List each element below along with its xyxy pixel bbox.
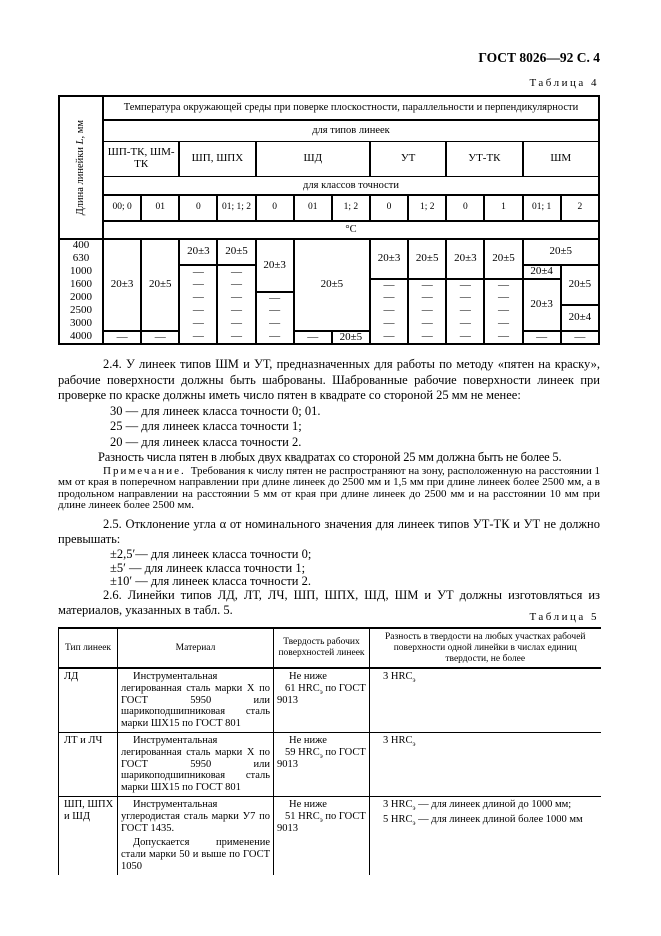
hardness-value [277,683,366,707]
hardness-number: 61 HRC [285,682,320,694]
material-text: Инструментальная углеродистая сталь марки У7 по ГОСТ 1435. [121,798,270,834]
t4-cell-dash: — [256,331,294,345]
t4-cell-dash: — [217,305,255,318]
list-item: 20 — для линеек класса точности 2. [110,434,302,449]
note-label: Примечание. [103,465,186,477]
t4-cell-dash: — [179,318,217,331]
diff-value [373,735,598,747]
t4-length-1000: 1000 [59,265,103,279]
t4-length-label-symbol: L [75,138,87,145]
hardness-standard: по ГОСТ 9013 [277,810,366,834]
diff-value [373,814,598,826]
t4-cell-dash: — [256,305,294,318]
hrc-subscript: э [412,676,416,685]
diff-number: 3 HRC [383,798,413,810]
t4-length-3000: 3000 [59,318,103,331]
t4-class-cell: 01 [141,195,179,221]
table4-caption: Таблица 4 [529,77,599,89]
t4-cell-dash: — [217,318,255,331]
t4-cell-dash: — [446,305,484,318]
t4-class-cell: 0 [179,195,217,221]
t4-cell-shm-2-low: 20±4 [561,305,599,331]
running-head: ГОСТ 8026—92 С. 4 [478,50,600,65]
t4-cell-shp-0: 20±3 [179,239,217,265]
diff-value [373,799,598,811]
t4-length-axis-label-text [75,120,86,215]
list-item: ±10′ — для линеек класса точности 2. [110,574,311,588]
section-2-4 [58,357,600,466]
t5-header-material: Материал [118,628,274,668]
t4-class-cell: 01 [294,195,332,221]
t4-cell-shp-01-1-2: 20±5 [217,239,255,265]
t4-cell-dash: — [561,331,599,345]
t4-temp-header: Температура окружающей среды при поверке плоскостности, параллельности и перпендикулярности [103,96,599,120]
t4-class-cell: 0 [256,195,294,221]
t4-length-400: 400 [59,239,103,252]
t4-class-cell: 2 [561,195,599,221]
section-2-5 [58,517,600,589]
table-4 [58,95,600,345]
note-paragraph [58,466,600,512]
t4-cell-shd-0: 20±3 [256,239,294,292]
t5-diff-ld [370,668,601,732]
note-body: Требования к числу пятен не распространяют на зону, расположенную на расстоянии 1 мм от края в поперечном направлении при длине линеек до 2500 мм и 1,5 мм при длине линеек более 2500 мм, а в продольном направлении на расстоянии 5 мм от края при длине линеек до 2500 мм и на расстоянии 10 мм при длине линеек более 2500 мм. [58,465,600,512]
hrc-subscript: э [412,740,416,749]
hrc-subscript: э [412,818,416,827]
t4-cell-dash: — [446,318,484,331]
t4-cell-dash: — [179,279,217,292]
t4-cell-ut-tk-0: 20±3 [446,239,484,279]
list-item: 25 — для линеек класса точности 1; [110,419,302,433]
t4-cell-dash: — [179,292,217,305]
table5-caption: Таблица 5 [529,611,599,623]
t4-type-ut: УТ [370,141,446,176]
hrc-subscript: э [319,751,323,760]
t4-cell-shm-2-mid: 20±5 [561,265,599,305]
t4-cell-shp-tk-00-0: 20±3 [103,239,141,331]
t4-cell-dash: — [217,279,255,292]
t4-cell-dash: — [217,292,255,305]
t4-class-cell: 00; 0 [103,195,141,221]
diff-number: 3 HRC [383,734,413,746]
material-text: Инструментальная легированная сталь марки Х по ГОСТ 5950 или шарикоподшипниковая сталь марки ШХ15 по ГОСТ 801 [121,671,270,730]
t5-diff-lt-lch [370,732,601,796]
paragraph-spots-diff: Разность числа пятен в любых двух квадратах со стороной 25 мм должна быть не более 5. [98,450,562,464]
paragraph-2-4: 2.4. У линеек типов ШМ и УТ, предназначенных для работы по методу «пятен на краску», рабочие поверхности должны быть шаброваны. Шаброванные рабочие поверхности линеек при проверке по краске должны иметь число пятен в квадрате со стороной 25 мм не менее: [58,357,600,402]
hardness-standard: по ГОСТ 9013 [277,682,366,706]
t4-cell-dash: — [370,318,408,331]
t4-length-1600: 1600 [59,279,103,292]
hardness-number: 59 HRC [285,746,320,758]
t4-class-cell: 0 [446,195,484,221]
list-item: 30 — для линеек класса точности 0; 01. [110,403,321,418]
hrc-subscript: э [319,687,323,696]
t4-type-shp-shph: ШП, ШПХ [179,141,255,176]
t4-cell-dash: — [446,292,484,305]
t4-cell-dash: — [484,318,522,331]
t4-class-cell: 01; 1 [523,195,561,221]
t5-hardness-shp-shph-shd [274,796,370,874]
t4-cell-dash: — [179,331,217,345]
t4-cell-shm-011-1000: 20±4 [523,265,561,279]
list-item: ±5′ — для линеек класса точности 1; [110,560,306,575]
t4-cell-dash: — [141,331,179,345]
t4-cell-dash: — [179,265,217,279]
t4-cell-shd-01-12: 20±5 [294,239,370,331]
t4-type-shm: ШМ [523,141,599,176]
t4-class-cell: 1; 2 [332,195,370,221]
hardness-value [277,811,366,835]
t4-cell-dash: — [408,279,446,292]
hardness-number: 51 HRC [285,810,320,822]
t4-length-2000: 2000 [59,292,103,305]
list-item: ±2,5′— для линеек класса точности 0; [110,547,312,561]
hardness-intro: Не ниже [289,798,327,810]
t4-cell-shm-011-mid: 20±3 [523,279,561,331]
t4-length-4000: 4000 [59,331,103,345]
t4-cell-dash: — [408,292,446,305]
diff-condition: — для линеек длиной более 1000 мм [415,813,583,825]
t4-class-cell: 01; 1; 2 [217,195,255,221]
t4-cell-dash: — [484,305,522,318]
t4-cell-dash: — [217,331,255,345]
t4-cell-shp-tk-01: 20±5 [141,239,179,331]
t4-cell-dash: — [179,305,217,318]
t4-cell-dash: — [408,331,446,345]
t4-length-label-pre: Длина линейки [75,144,87,216]
angle-list [58,548,600,589]
t4-cell-dash: — [103,331,141,345]
hrc-subscript: э [319,815,323,824]
t4-cell-dash: — [484,279,522,292]
t4-length-2500: 2500 [59,305,103,318]
diff-value [373,671,598,683]
t4-cell-ut-tk-1: 20±5 [484,239,522,279]
t4-cell-ut-12: 20±5 [408,239,446,279]
t4-for-classes-header: для классов точности [103,176,599,195]
t5-material-shp-shph-shd [118,796,274,874]
t5-material-lt-lch [118,732,274,796]
t5-hardness-ld [274,668,370,732]
t4-type-ut-tk: УТ-ТК [446,141,522,176]
spots-list [58,404,600,451]
t4-cell-dash: — [370,292,408,305]
table-5 [58,627,601,875]
t4-class-cell: 1; 2 [408,195,446,221]
t4-cell-dash: — [217,265,255,279]
hardness-value [277,747,366,771]
t4-unit-row: °С [103,221,599,239]
t4-cell-dash: — [446,279,484,292]
material-text-2: Допускается применение стали марки 50 и выше по ГОСТ 1050 [121,837,270,872]
t4-type-shd: ШД [256,141,370,176]
t4-length-630: 630 [59,252,103,265]
t4-cell-dash: — [484,331,522,345]
t4-cell-dash: — [484,292,522,305]
t5-material-ld [118,668,274,732]
t5-header-type: Тип линеек [59,628,118,668]
t4-cell-dash: — [408,318,446,331]
t4-cell-shm-top: 20±5 [523,239,599,265]
t4-cell-dash: — [408,305,446,318]
hardness-intro: Не ниже [289,734,327,746]
t4-for-types-header: для типов линеек [103,120,599,141]
t4-length-axis-label [59,96,103,239]
t5-header-diff: Разность в твердости на любых участках рабочей поверхности одной линейки в числах единиц твердости, не более [370,628,601,668]
diff-number: 3 HRC [383,671,413,682]
material-text: Инструментальная легированная сталь марки Х по ГОСТ 5950 или шарикоподшипниковая сталь марки ШХ15 по ГОСТ 801 [121,734,270,794]
t4-cell-dash: — [523,331,561,345]
t4-type-shp-tk: ШП-ТК, ШМ-ТК [103,141,179,176]
paragraph-2-5: 2.5. Отклонение угла α от номинального значения для линеек типов УТ-ТК и УТ не должно превышать: [58,517,600,546]
t4-cell-ut-0: 20±3 [370,239,408,279]
t4-class-cell: 0 [370,195,408,221]
diff-number: 5 HRC [383,813,413,825]
t4-cell-dash: — [370,331,408,345]
t4-length-label-post: , мм [75,119,87,139]
t5-type-shp-shph-shd: ШП, ШПХ и ШД [59,796,118,874]
t4-cell-shd-12-4000: 20±5 [332,331,370,345]
diff-condition: — для линеек длиной до 1000 мм; [415,798,572,810]
section-2-6 [58,588,600,618]
t4-cell-dash: — [370,305,408,318]
t5-header-hardness: Твердость рабочих поверхностей линеек [274,628,370,668]
t4-cell-dash: — [256,318,294,331]
t4-class-cell: 1 [484,195,522,221]
hardness-standard: по ГОСТ 9013 [277,746,366,770]
t4-cell-dash: — [370,279,408,292]
t5-type-ld: ЛД [59,668,118,732]
paragraph-2-6: 2.6. Линейки типов ЛД, ЛТ, ЛЧ, ШП, ШПХ, ШД, ШМ и УТ должны изготовляться из материалов, указанных в табл. 5. [58,588,600,617]
t5-type-lt-lch: ЛТ и ЛЧ [59,732,118,796]
t4-cell-dash: — [446,331,484,345]
t5-hardness-lt-lch [274,732,370,796]
hrc-subscript: э [412,804,416,813]
t4-cell-dash: — [256,292,294,305]
t5-diff-shp-shph-shd [370,796,601,874]
hardness-intro: Не ниже [289,671,327,682]
t4-cell-dash: — [294,331,332,345]
